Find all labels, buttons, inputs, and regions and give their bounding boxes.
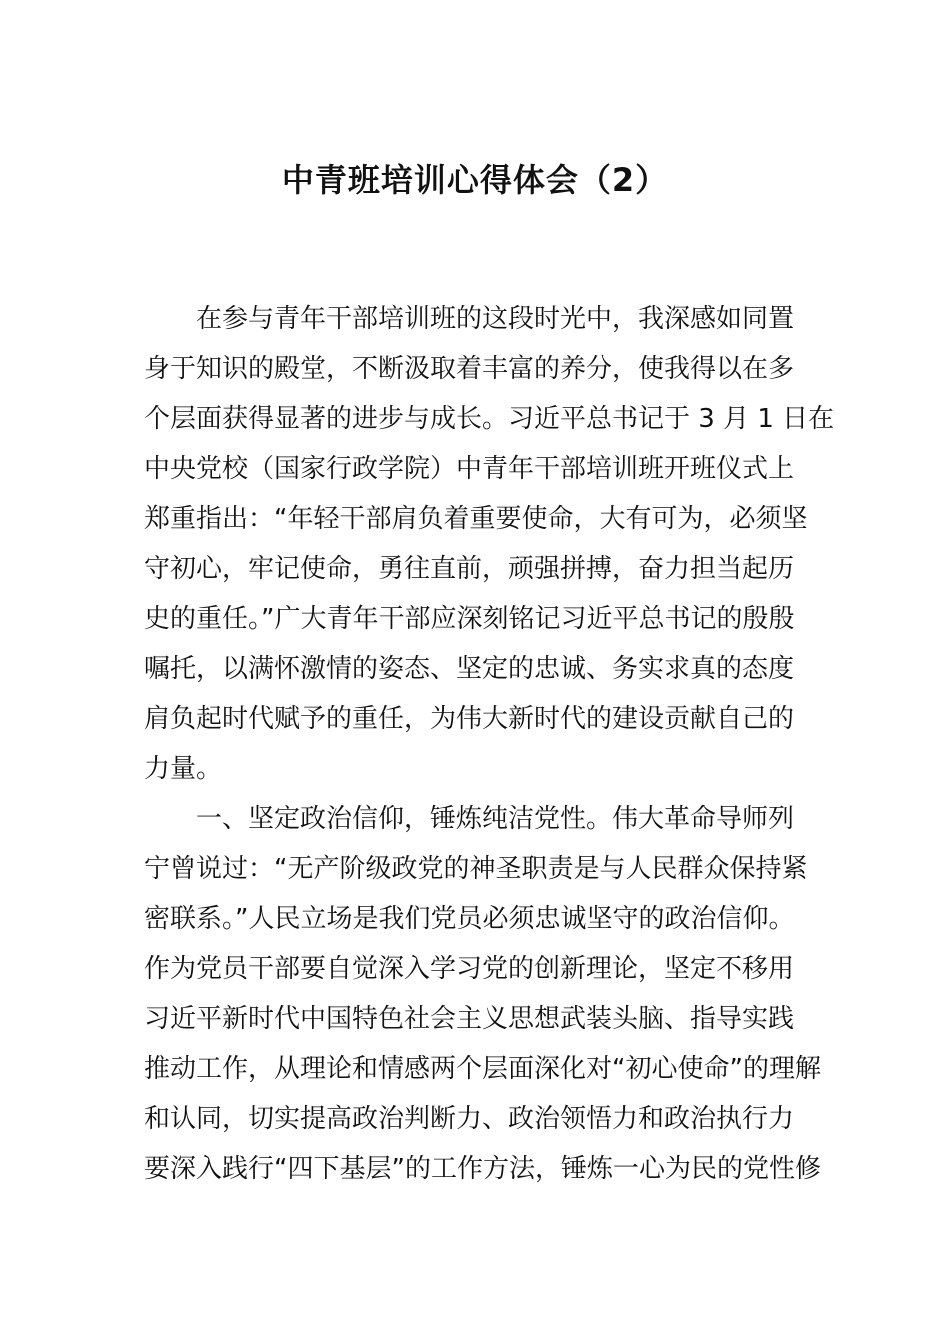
- text-line: 要深入践行“四下基层”的工作方法，锤炼一心为民的党性修: [144, 1154, 821, 1184]
- text-line: 个层面获得显著的进步与成长。习近平总书记于 3 月 1 日在: [144, 404, 835, 434]
- paragraph-section-one: [144, 794, 821, 1194]
- text-line: 习近平新时代中国特色社会主义思想武装头脑、指导实践: [144, 1004, 795, 1034]
- paragraph-intro: [144, 294, 835, 794]
- text-line: 肩负起时代赋予的重任，为伟大新时代的建设贡献自己的: [144, 704, 795, 734]
- text-line: 在参与青年干部培训班的这段时光中，我深感如同置: [196, 304, 795, 334]
- text-line: 密联系。”人民立场是我们党员必须忠诚坚守的政治信仰。: [144, 904, 795, 934]
- text-line: 力量。: [144, 754, 223, 784]
- text-line: 郑重指出：“年轻干部肩负着重要使命，大有可为，必须坚: [144, 504, 808, 534]
- text-line: 宁曾说过：“无产阶级政党的神圣职责是与人民群众保持紧: [144, 854, 808, 884]
- document-title: 中青班培训心得体会（2）: [281, 161, 669, 199]
- document-body: [144, 294, 835, 1194]
- text-line: 作为党员干部要自觉深入学习党的创新理论，坚定不移用: [144, 954, 795, 984]
- text-line: 嘱托，以满怀激情的姿态、坚定的忠诚、务实求真的态度: [144, 654, 795, 684]
- text-line: 身于知识的殿堂，不断汲取着丰富的养分，使我得以在多: [144, 354, 795, 384]
- text-line: 史的重任。”广大青年干部应深刻铭记习近平总书记的殷殷: [144, 604, 795, 634]
- text-line: 守初心，牢记使命，勇往直前，顽强拼搏，奋力担当起历: [144, 554, 795, 584]
- text-line: 和认同，切实提高政治判断力、政治领悟力和政治执行力: [144, 1104, 795, 1134]
- text-line: 中央党校（国家行政学院）中青年干部培训班开班仪式上: [144, 454, 795, 484]
- text-line: 推动工作，从理论和情感两个层面深化对“初心使命”的理解: [144, 1054, 821, 1084]
- text-line: 一、坚定政治信仰，锤炼纯洁党性。伟大革命导师列: [196, 804, 795, 834]
